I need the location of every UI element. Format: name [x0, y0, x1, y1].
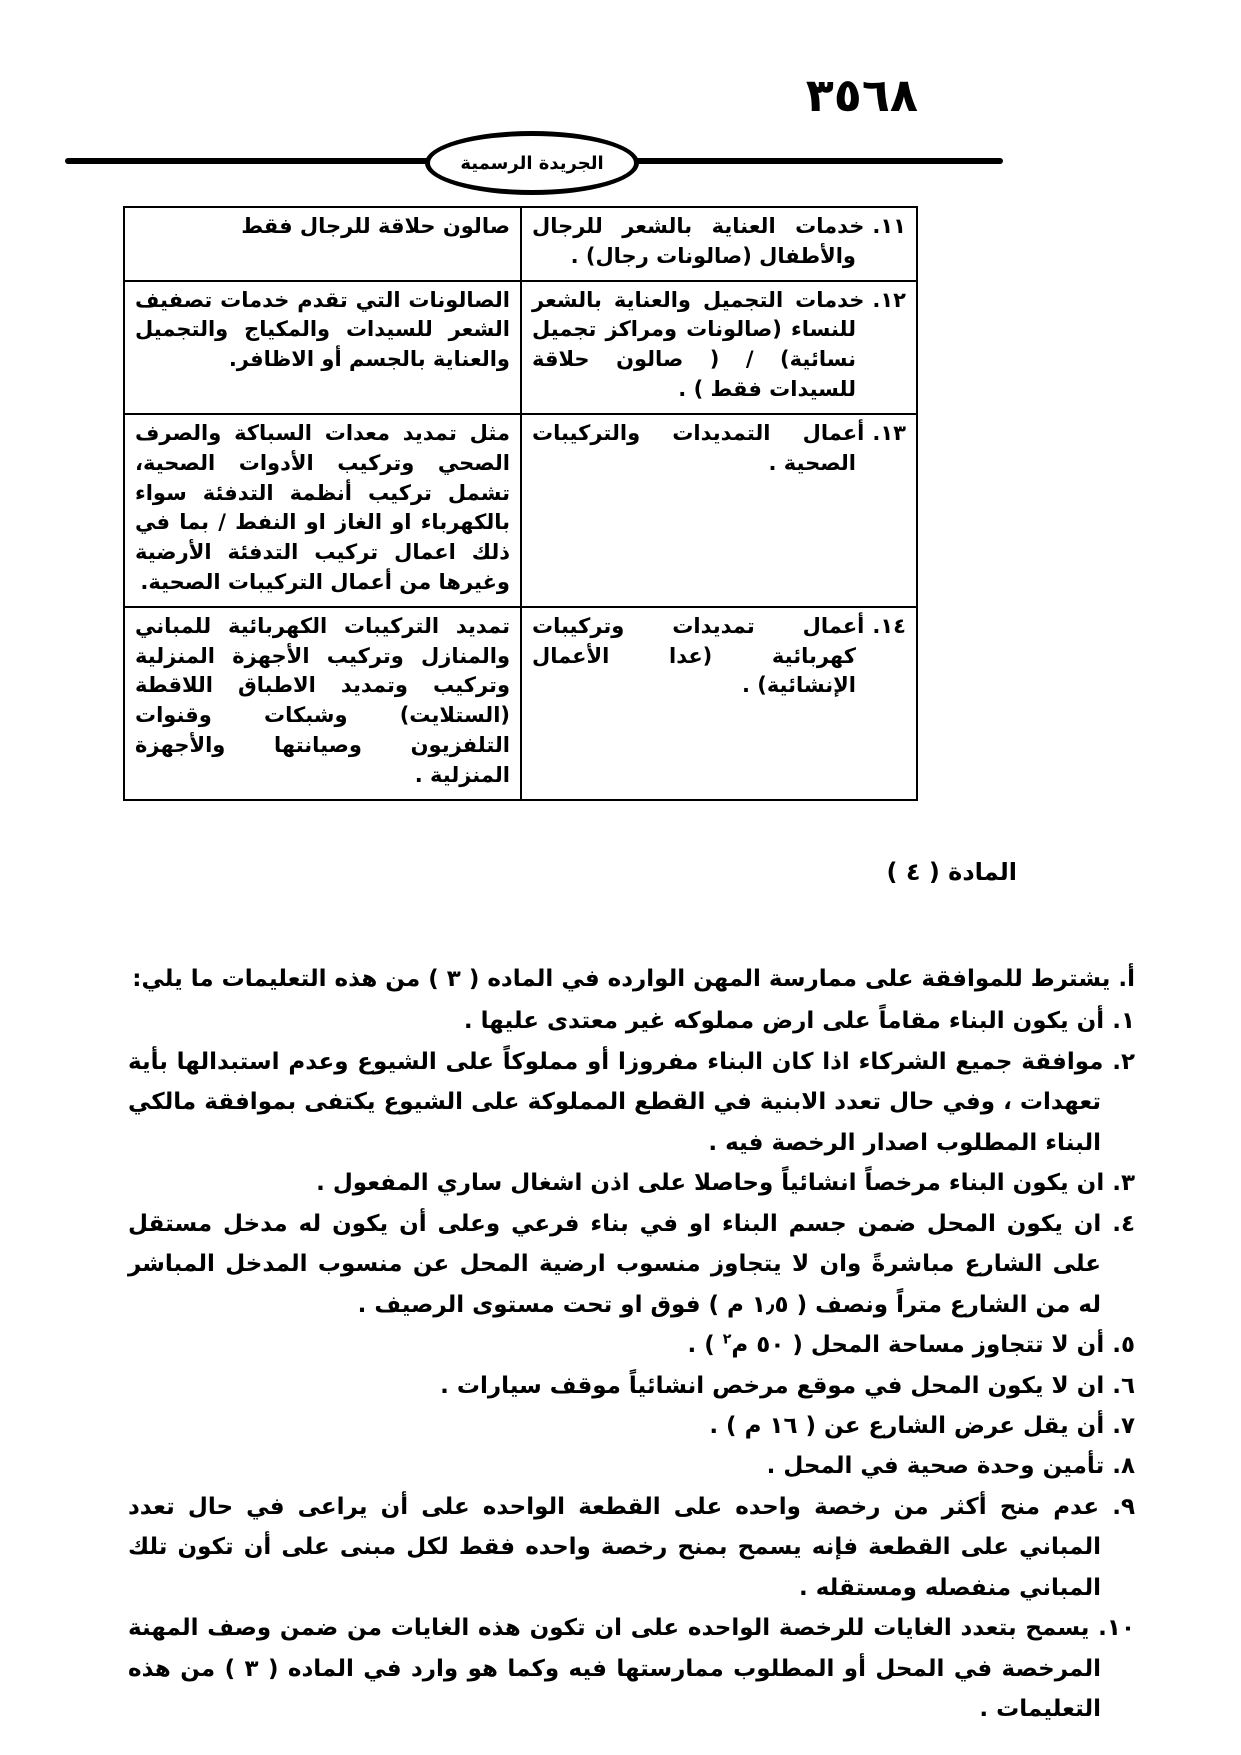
row-number: ١١. — [872, 214, 906, 238]
article-intro: أ. يشترط للموافقة على ممارسة المهن الوارده في الماده ( ٣ ) من هذه التعليمات ما يلي: — [132, 965, 1135, 992]
profession-cell — [521, 414, 917, 607]
description-text: مثل تمديد معدات السباكة والصرف الصحي وتركيب الأدوات الصحية، تشمل تركيب أنظمة التدفئة سواء بالكهرباء او الغاز او النفط / بما في ذلك اعمال تركيب التدفئة الأرضية وغيرها من أعمال التركيبات الصحية. — [135, 420, 510, 594]
gazette-title: الجريدة الرسمية — [460, 152, 604, 174]
article-item-4: ٤. ان يكون المحل ضمن جسم البناء او في بناء فرعي وعلى أن يكون له مدخل مستقل على الشارع مباشرةً وان لا يتجاوز منسوب ارضية المحل عن منسوب المدخل المباشر له من الشارع متراً ونصف ( ١٫٥ م ) فوق او تحت مستوى الرصيف . — [128, 1210, 1135, 1318]
description-text: الصالونات التي تقدم خدمات تصفيف الشعر للسيدات والمكياج والتجميل والعناية بالجسم أو الاظافر. — [135, 287, 510, 372]
profession-text: خدمات التجميل والعناية بالشعر للنساء (صالونات ومراكز تجميل نسائية) / ( صالون حلاقة للسيدات فقط ) . — [532, 287, 865, 402]
profession-text: خدمات العناية بالشعر للرجال والأطفال (صالونات رجال) . — [532, 214, 865, 268]
article-item-9: ٩. عدم منح أكثر من رخصة واحده على القطعة الواحده على أن يراعى في حال تعدد المباني على القطعة فإنه يسمح بمنح رخصة واحده فقط لكل مبنى على أن تكون تلك المباني منفصله ومستقله . — [128, 1493, 1135, 1601]
profession-text: أعمال التمديدات والتركيبات الصحية . — [532, 420, 865, 475]
profession-cell — [521, 281, 917, 414]
row-number: ١٢. — [872, 287, 906, 312]
article-item-7: ٧. أن يقل عرض الشارع عن ( ١٦ م ) . — [709, 1413, 1135, 1440]
article-item-6: ٦. ان لا يكون المحل في موقع مرخص انشائياً موقف سيارات . — [440, 1372, 1135, 1399]
description-text: صالون حلاقة للرجال فقط — [241, 214, 510, 238]
description-cell — [124, 607, 521, 800]
description-cell — [124, 414, 521, 607]
article-4-section — [128, 851, 1135, 1730]
article-title: المادة ( ٤ ) — [886, 857, 1017, 886]
table-row — [124, 607, 917, 800]
item-5-text: ٥. أن لا تتجاوز مساحة المحل ( ٥٠ م — [731, 1332, 1135, 1359]
table-row — [124, 281, 917, 414]
article-item-3: ٣. ان يكون البناء مرخصاً انشائياً وحاصلا على اذن اشغال ساري المفعول . — [316, 1170, 1135, 1197]
table-row — [124, 207, 917, 281]
article-item-1: ١. أن يكون البناء مقاماً على ارض مملوكه غير معتدى عليها . — [463, 1008, 1135, 1035]
page-number: ٣٥٦٨ — [805, 68, 918, 122]
article-item-10: ١٠. يسمح بتعدد الغايات للرخصة الواحده على ان تكون هذه الغايات من ضمن وصف المهنة المرخصة في المحل أو المطلوب ممارستها فيه وكما هو وارد في الماده ( ٣ ) من هذه التعليمات . — [128, 1615, 1135, 1723]
description-cell — [124, 281, 521, 414]
article-item-8: ٨. تأمين وحدة صحية في المحل . — [766, 1453, 1135, 1480]
row-number: ١٣. — [872, 420, 906, 445]
item-5-text-end: ) . — [687, 1332, 723, 1359]
gazette-seal — [425, 131, 639, 195]
superscript-two: ٢ — [722, 1331, 732, 1348]
article-item-2: ٢. موافقة جميع الشركاء اذا كان البناء مفروزا أو مملوكاً على الشيوع وعدم استبدالها بأية تعهدات ، وفي حال تعدد الابنية في القطع المملوكة على الشيوع يكتفى بموافقة مالكي البناء المطلوب اصدار الرخصة فيه . — [128, 1048, 1135, 1156]
profession-cell — [521, 207, 917, 281]
table-row — [124, 414, 917, 607]
profession-text: أعمال تمديدات وتركيبات كهربائية (عدا الأعمال الإنشائية) . — [532, 613, 865, 698]
description-cell — [124, 207, 521, 281]
article-item-5 — [128, 1325, 1135, 1365]
profession-cell — [521, 607, 917, 800]
row-number: ١٤. — [872, 613, 906, 638]
page-header — [0, 0, 1241, 202]
description-text: تمديد التركيبات الكهربائية للمباني والمنازل وتركيب الأجهزة المنزلية وتركيب وتمديد الاطباق اللاقطة (الستلايت) وشبكات وقنوات التلفزيون وصيانتها والأجهزة المنزلية . — [135, 613, 510, 787]
professions-table — [123, 206, 918, 801]
